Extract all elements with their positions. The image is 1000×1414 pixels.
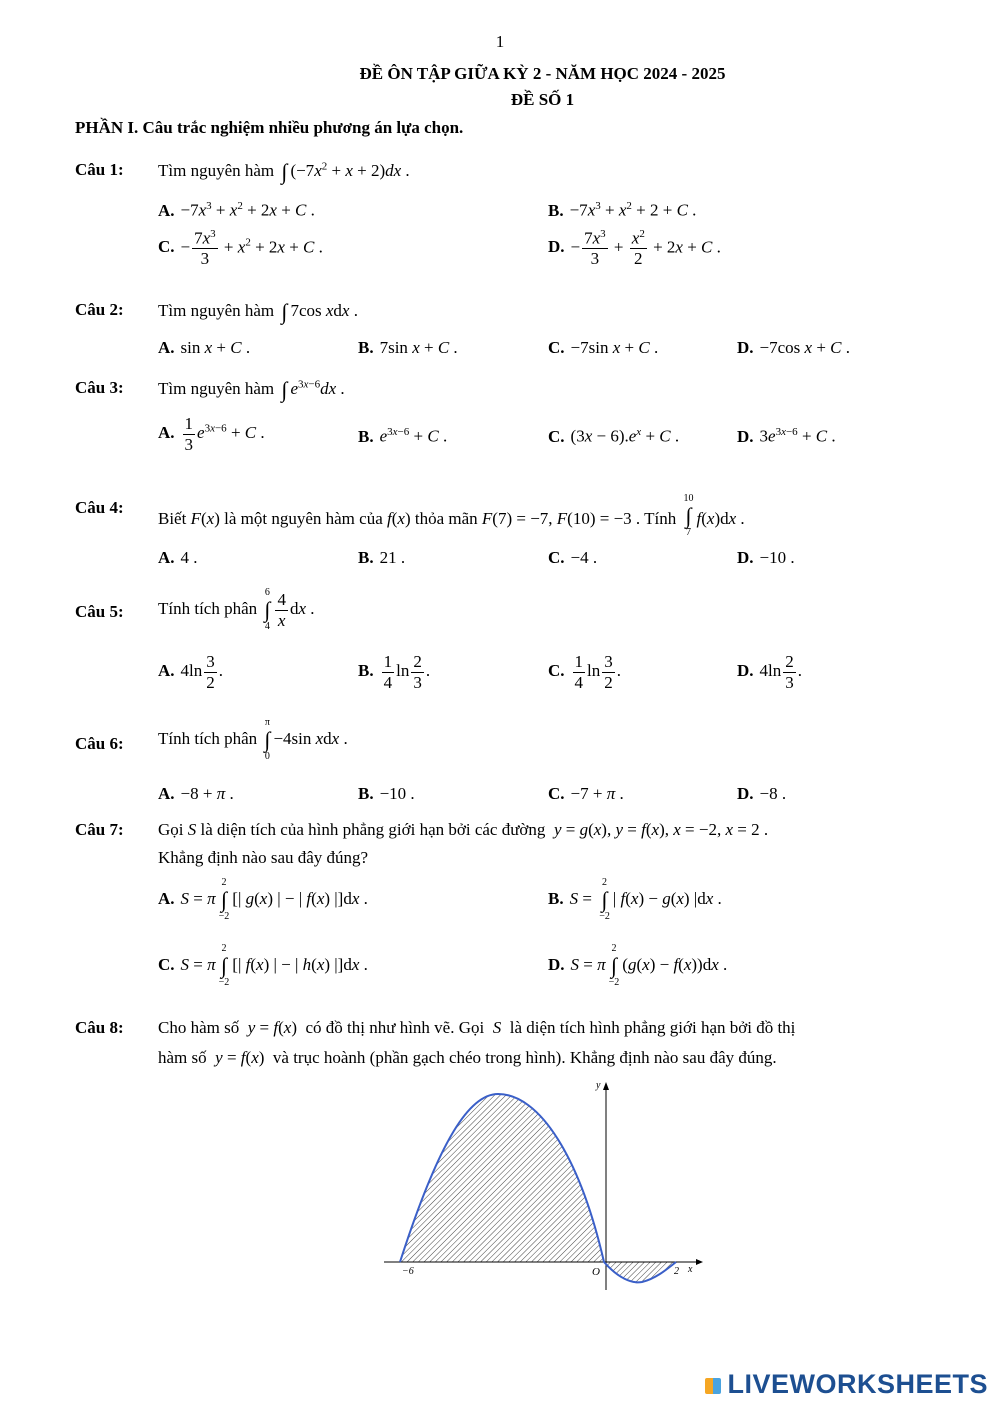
page-title: ĐỀ ÔN TẬP GIỮA KỲ 2 - NĂM HỌC 2024 - 2025	[359, 64, 726, 83]
q1-option-d[interactable]: D. − $\frac{7x^3}{3}$ + $\frac{x^2}{2}$ + 2x + C .	[548, 228, 721, 269]
q7-option-d[interactable]: D. S = π 2 ∫ −2 (g(x) − f(x))dx .	[548, 943, 728, 989]
y-axis-arrow	[603, 1082, 609, 1090]
q5-option-b[interactable]: B. $\frac{1}{4}$ ln $\frac{2}{3}$ .	[358, 652, 431, 692]
q3-option-a[interactable]: A. $\frac{1}{3}$ $e^{3x-6} + C$ .	[158, 414, 265, 454]
liveworksheets-logo[interactable]: LIVEWORKSHEETS	[705, 1369, 988, 1400]
q6-option-d[interactable]: D. −8 .	[737, 784, 787, 803]
question-prompt: Biết F(x) là một nguyên hàm của f(x) thỏa mãn F(7) = −7, F(10) = −3 . Tính 10 ∫ 7 f(x)dx .	[158, 493, 745, 539]
q7-option-a[interactable]: A. S = π 2 ∫ −2 [| g(x) | − | f(x) |]dx .	[158, 877, 368, 923]
origin-label: O	[592, 1266, 600, 1278]
q6-option-c[interactable]: C. −7 + π .	[548, 784, 624, 803]
function-graph	[370, 1078, 710, 1298]
q1-option-c[interactable]: C. − $\frac{7x^3}{3}$ + $x^2 + 2x + C$ .	[158, 228, 323, 269]
q1-option-b[interactable]: B. $-7x^3 + x^2 + 2 + C$ .	[548, 200, 697, 220]
q1-option-a[interactable]: A. $-7x^3 + x^2 + 2x + C$ .	[158, 200, 315, 220]
question-label: Câu 5:	[75, 602, 124, 621]
question-prompt: Tìm nguyên hàm ∫ $e^{3x-6}dx$ .	[158, 377, 345, 402]
question-prompt: Tính tích phân 6 ∫ 4 $\frac{4}{x}$ dx .	[158, 587, 315, 633]
q6-option-a[interactable]: A. −8 + π .	[158, 784, 234, 803]
tick-label-2: 2	[674, 1266, 679, 1277]
x-axis-arrow	[696, 1259, 703, 1265]
question-label: Câu 4:	[75, 498, 124, 517]
question-prompt-2: Khẳng định nào sau đây đúng?	[158, 848, 369, 867]
q5-option-a[interactable]: A. 4ln $\frac{3}{2}$ .	[158, 652, 224, 692]
q4-option-d[interactable]: D. −10 .	[737, 548, 795, 567]
page-subtitle: ĐỀ SỐ 1	[510, 90, 575, 109]
question-prompt: Tìm nguyên hàm ∫ 7cos xdx .	[158, 299, 358, 324]
q4-option-a[interactable]: A. 4 .	[158, 548, 198, 567]
q4-option-b[interactable]: B. 21 .	[358, 548, 406, 567]
question-prompt: Tính tích phân π ∫ 0 −4sin xdx .	[158, 717, 348, 763]
part-title: PHẦN I. Câu trắc nghiệm nhiều phương án lựa chọn.	[75, 118, 464, 137]
q5-option-c[interactable]: C. $\frac{1}{4}$ ln $\frac{3}{2}$ .	[548, 652, 622, 692]
x-axis-label: x	[688, 1264, 693, 1275]
question-label: Câu 1:	[75, 160, 124, 179]
question-prompt: Cho hàm số y = f(x) có đồ thị như hình vẽ. Gọi S là diện tích hình phẳng giới hạn bởi đồ thị	[158, 1018, 796, 1037]
tick-label-neg6: −6	[402, 1266, 414, 1277]
q2-option-d[interactable]: D. −7cos x + C .	[737, 338, 851, 357]
question-prompt-2: hàm số y = f(x) và trục hoành (phần gạch chéo trong hình). Khẳng định nào sau đây đúng.	[158, 1048, 777, 1067]
q3-option-b[interactable]: B. $e^{3x-6} + C$ .	[358, 426, 448, 446]
q7-option-c[interactable]: C. S = π 2 ∫ −2 [| f(x) | − | h(x) |]dx .	[158, 943, 368, 989]
question-label: Câu 7:	[75, 820, 124, 839]
q6-option-b[interactable]: B. −10 .	[358, 784, 415, 803]
question-label: Câu 3:	[75, 378, 124, 397]
q5-option-d[interactable]: D. 4ln $\frac{2}{3}$ .	[737, 652, 803, 692]
page-number: 1	[495, 32, 505, 51]
q2-option-a[interactable]: A. sin x + C .	[158, 338, 251, 357]
question-label: Câu 6:	[75, 734, 124, 753]
q3-option-c[interactable]: C. $(3x - 6).e^x + C$ .	[548, 426, 680, 446]
q3-option-d[interactable]: D. $3e^{3x-6} + C$ .	[737, 426, 836, 446]
q2-option-c[interactable]: C. −7sin x + C .	[548, 338, 659, 357]
question-prompt: Gọi S là diện tích của hình phẳng giới hạn bởi các đường y = g(x), y = f(x), x = −2, x = 2 .	[158, 820, 769, 839]
logo-mark-icon	[705, 1378, 721, 1394]
q4-option-c[interactable]: C. −4 .	[548, 548, 598, 567]
question-prompt: Tìm nguyên hàm ∫ $(-7x^2 + x + 2)dx$ .	[158, 159, 410, 184]
question-label: Câu 2:	[75, 300, 124, 319]
q2-option-b[interactable]: B. 7sin x + C .	[358, 338, 458, 357]
question-label: Câu 8:	[75, 1018, 124, 1037]
y-axis-label: y	[596, 1080, 601, 1091]
q7-option-b[interactable]: B. S = 2 ∫ −2 | f(x) − g(x) |dx .	[548, 877, 722, 923]
